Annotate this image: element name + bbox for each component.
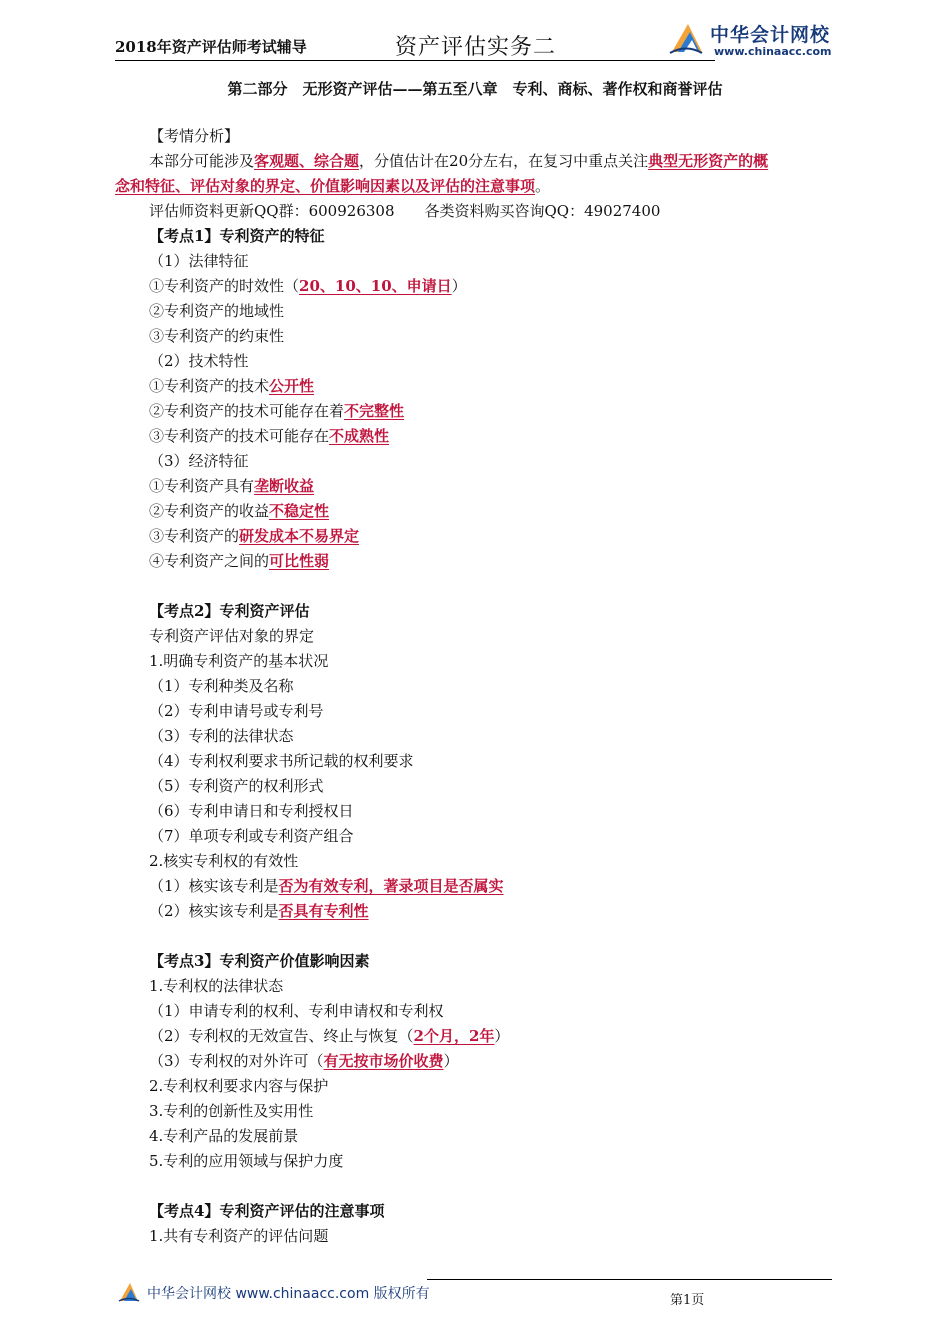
document-body — [115, 124, 840, 1249]
logo-name: 中华会计网校 — [710, 24, 831, 46]
list-item: （5）专利资产的权利形式 — [149, 777, 324, 795]
kp3-item-1: （1）申请专利的权利、专利申请权和专利权 — [149, 1002, 444, 1020]
footer-rule — [427, 1279, 832, 1280]
brand-logo — [668, 20, 848, 62]
kp1-sub-tech: （2）技术特性 — [149, 352, 249, 370]
list-item: （6）专利申请日和专利授权日 — [149, 802, 354, 820]
kp2-verify-2: （2）核实该专利是否具有专利性 — [149, 902, 369, 920]
exam-analysis-label: 【考情分析】 — [149, 127, 240, 145]
kp3-point-3: 3.专利的创新性及实用性 — [149, 1102, 314, 1120]
footer-logo-icon — [118, 1281, 140, 1303]
highlight-focus-part2: 念和特征、评估对象的界定、价值影响因素以及评估的注意事项 — [115, 177, 536, 195]
list-item: （7）单项专利或专利资产组合 — [149, 827, 354, 845]
list-item: （1）专利种类及名称 — [149, 677, 294, 695]
kp1-item-timeliness: ①专利资产的时效性（20、10、10、申请日） — [149, 277, 467, 295]
kp1-item-rd-cost: ③专利资产的研发成本不易界定 — [149, 527, 360, 545]
kp2-point-2: 2.核实专利权的有效性 — [149, 852, 299, 870]
highlight-question-types: 客观题、综合题 — [254, 152, 360, 170]
kp1-item-monopoly: ①专利资产具有垄断收益 — [149, 477, 315, 495]
kp3-heading: 【考点3】专利资产价值影响因素 — [149, 952, 370, 970]
header-subject: 资产评估实务二 — [395, 35, 557, 60]
header-course-name: 2018年资产评估师考试辅导 — [115, 38, 307, 56]
kp3-point-4: 4.专利产品的发展前景 — [149, 1127, 299, 1145]
list-item: （3）专利的法律状态 — [149, 727, 294, 745]
kp2-heading: 【考点2】专利资产评估 — [149, 602, 310, 620]
section-title: 第二部分 无形资产评估——第五至八章 专利、商标、著作权和商誉评估 — [227, 80, 723, 98]
kp1-item-constraint: ③专利资产的约束性 — [149, 327, 285, 345]
highlight-focus-part1: 典型无形资产的概 — [648, 152, 769, 170]
page-number: 第1页 — [670, 1293, 705, 1308]
kp1-item-public: ①专利资产的技术公开性 — [149, 377, 315, 395]
kp1-heading: 【考点1】专利资产的特征 — [149, 227, 325, 245]
kp1-sub-economic: （3）经济特征 — [149, 452, 249, 470]
exam-analysis-line-1: 本部分可能涉及客观题、综合题，分值估计在20分左右，在复习中重点关注典型无形资产的概 — [149, 152, 769, 170]
footer-copyright: 中华会计网校 www.chinaacc.com 版权所有 — [147, 1286, 430, 1302]
logo-url: www.chinaacc.com — [714, 45, 832, 58]
list-item: （2）专利申请号或专利号 — [149, 702, 324, 720]
kp4-point-1: 1.共有专利资产的评估问题 — [149, 1227, 329, 1245]
kp3-item-2: （2）专利权的无效宣告、终止与恢复（2个月，2年） — [149, 1027, 510, 1045]
logo-mark-icon — [668, 20, 704, 56]
kp2-subtitle: 专利资产评估对象的界定 — [149, 627, 315, 645]
kp1-item-incomplete: ②专利资产的技术可能存在着不完整性 — [149, 402, 405, 420]
header-rule — [115, 60, 715, 61]
exam-analysis-line-2: 念和特征、评估对象的界定、价值影响因素以及评估的注意事项。 — [115, 177, 551, 195]
kp4-heading: 【考点4】专利资产评估的注意事项 — [149, 1202, 385, 1220]
kp2-verify-1: （1）核实该专利是否为有效专利，著录项目是否属实 — [149, 877, 504, 895]
kp3-item-3: （3）专利权的对外许可（有无按市场价收费） — [149, 1052, 459, 1070]
kp1-item-immature: ③专利资产的技术可能存在不成熟性 — [149, 427, 390, 445]
kp3-point-2: 2.专利权利要求内容与保护 — [149, 1077, 329, 1095]
kp1-sub-legal: （1）法律特征 — [149, 252, 249, 270]
page-footer — [115, 1275, 837, 1315]
kp1-item-territory: ②专利资产的地域性 — [149, 302, 285, 320]
kp1-item-comparability: ④专利资产之间的可比性弱 — [149, 552, 330, 570]
list-item: （4）专利权利要求书所记载的权利要求 — [149, 752, 414, 770]
kp3-point-1: 1.专利权的法律状态 — [149, 977, 284, 995]
kp3-point-5: 5.专利的应用领域与保护力度 — [149, 1152, 344, 1170]
kp1-item-unstable: ②专利资产的收益不稳定性 — [149, 502, 330, 520]
contact-line: 评估师资料更新QQ群：600926308 各类资料购买咨询QQ：49027400 — [149, 202, 661, 220]
kp2-point-1: 1.明确专利资产的基本状况 — [149, 652, 329, 670]
